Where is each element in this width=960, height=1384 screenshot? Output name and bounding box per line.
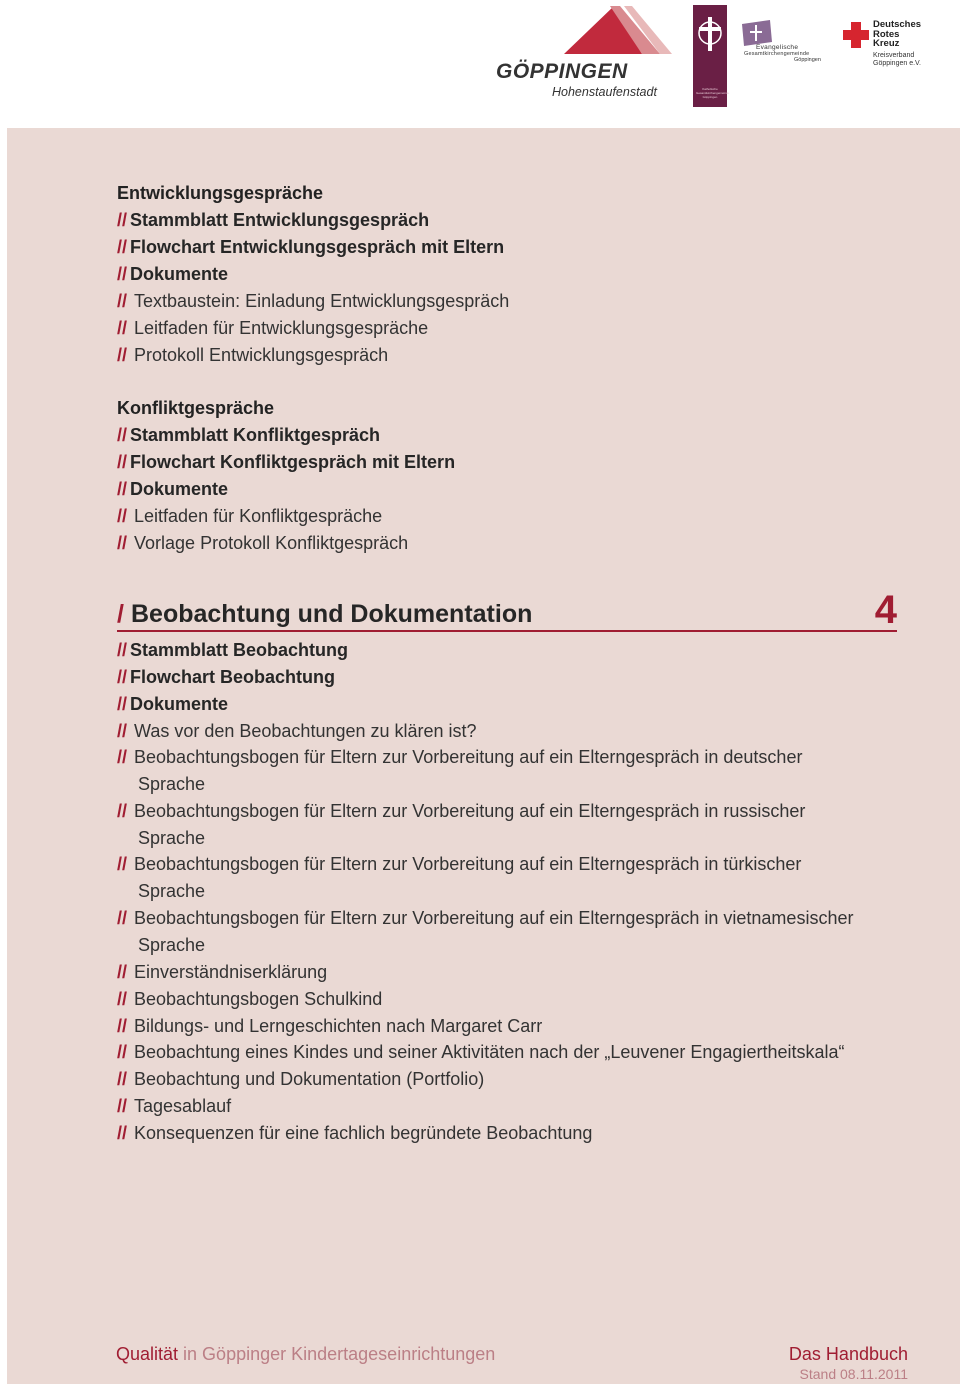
list-item[interactable]: // Textbaustein: Einladung Entwicklungsgespräch [117,291,510,311]
list-item-continuation: Sprache [138,881,206,901]
list-item[interactable]: // Vorlage Protokoll Konfliktgespräch [117,533,409,553]
footer-left-rest: in Göppinger Kindertageseinrichtungen [178,1344,496,1364]
list-item[interactable]: // Flowchart Entwicklungsgespräch mit Eltern [117,237,505,257]
ev-line3: Göppingen [794,57,821,63]
list-item[interactable]: // Protokoll Entwicklungsgespräch [117,345,389,365]
kath-logo [693,5,730,107]
list-item[interactable]: // Beobachtung und Dokumentation (Portfolio) [117,1069,485,1089]
drk-sub: Kreisverband Göppingen e.V. [873,52,922,67]
list-item[interactable]: // Beobachtungsbogen für Eltern zur Vorbereitung auf ein Elterngespräch in deutscher [117,747,803,767]
list-item[interactable]: // Was vor den Beobachtungen zu klären ist? [117,721,477,741]
list-item[interactable]: // Flowchart Beobachtung [117,667,336,687]
goeppingen-roof-icon [492,4,677,64]
list-item[interactable]: // Stammblatt Beobachtung [117,640,349,660]
page-header [0,0,960,128]
footer-left-emph: Qualität [116,1344,179,1364]
goeppingen-name: GÖPPINGEN [496,60,628,83]
red-cross-icon [843,22,869,48]
list-item[interactable]: // Konsequenzen für eine fachlich begründete Beobachtung [117,1123,593,1143]
list-item-continuation: Sprache [138,774,206,794]
list-item[interactable]: // Bildungs- und Lerngeschichten nach Margaret Carr [117,1016,543,1036]
list-item[interactable]: // Flowchart Konfliktgespräch mit Eltern [117,452,456,472]
heading-konflikt: Konfliktgespräche [117,398,275,418]
ev-logo [740,20,840,70]
list-item[interactable]: // Dokumente [117,694,229,714]
drk-name: Deutsches Rotes Kreuz [873,19,922,49]
footer-right: Das Handbuch [788,1344,908,1364]
list-item[interactable]: // Beobachtungsbogen Schulkind [117,989,383,1009]
drk-logo [843,20,953,70]
heading-entwicklung: Entwicklungsgespräche [117,183,324,203]
list-item[interactable]: // Stammblatt Konfliktgespräch [117,425,381,445]
ev-line2: Gesamtkirchengemeinde [744,51,810,57]
kath-logo-text: Katholische Gesamtkirchengemeinde Göppingen [696,87,730,99]
list-item[interactable]: // Leitfaden für Konfliktgespräche [117,506,383,526]
goeppingen-logo [492,4,677,104]
list-item[interactable]: // Dokumente [117,479,229,499]
section-title-text: Beobachtung und Dokumentation [131,600,533,628]
list-item[interactable]: // Einverständniserklärung [117,962,328,982]
list-item[interactable]: // Beobachtungsbogen für Eltern zur Vorbereitung auf ein Elterngespräch in türkischer [117,854,802,874]
section-number: 4 [874,588,897,632]
footer-left [116,1344,495,1365]
list-item-continuation: Sprache [138,935,206,955]
ev-cross-icon [740,20,774,46]
list-item[interactable]: // Beobachtungsbogen für Eltern zur Vorbereitung auf ein Elterngespräch in russischer [117,801,806,821]
section-title-beobachtung [117,588,897,632]
section-marker: / [117,600,124,628]
list-item[interactable]: // Leitfaden für Entwicklungsgespräche [117,318,429,338]
list-item[interactable]: // Dokumente [117,264,229,284]
footer-date: Stand 08.11.2011 [799,1366,908,1382]
ev-line1: Evangelische [756,44,799,51]
cross-icon [693,5,727,65]
list-item[interactable]: // Beobachtung eines Kindes und seiner Aktivitäten nach der „Leuvener Engagiertheitskala“ [117,1042,845,1062]
goeppingen-subtitle: Hohenstaufenstadt [552,85,657,99]
list-item[interactable]: // Tagesablauf [117,1096,232,1116]
list-item[interactable]: // Stammblatt Entwicklungsgespräch [117,210,430,230]
list-item-continuation: Sprache [138,828,206,848]
list-item[interactable]: // Beobachtungsbogen für Eltern zur Vorbereitung auf ein Elterngespräch in vietnamesischer [117,908,854,928]
